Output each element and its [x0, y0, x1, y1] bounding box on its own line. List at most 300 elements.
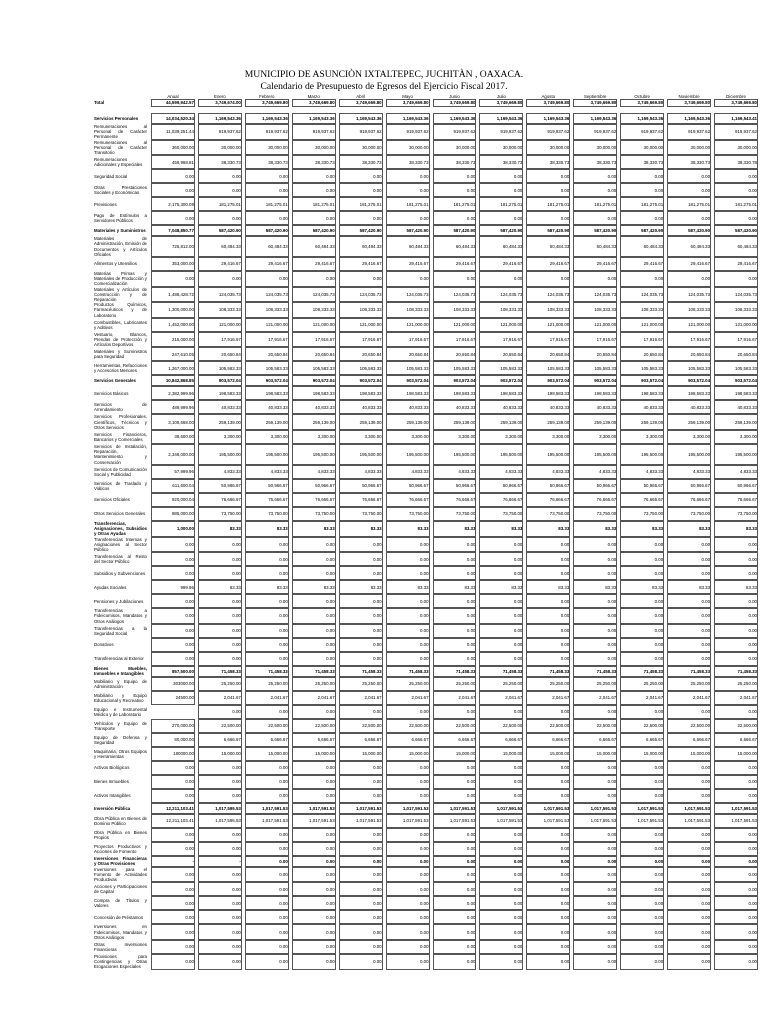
- monthly-amount-cell: 919,937.62: [714, 124, 758, 140]
- monthly-amount-cell: 17,916.67: [433, 332, 477, 348]
- monthly-amount-cell: 1,169,543.36: [386, 113, 430, 124]
- monthly-amount-cell: 15,000.00: [526, 747, 570, 761]
- row-label: Subsidios y Subvenciones: [94, 570, 146, 576]
- monthly-amount-cell: 4,833.33: [620, 465, 664, 479]
- document-title: MUNICIPIO DE ASUNCIÒN IXTALTEPEC, JUCHITÀN , OAXACA.: [244, 69, 524, 80]
- monthly-amount-cell: 1,017,591.53: [339, 803, 383, 814]
- monthly-amount-cell: 3,300.00: [339, 430, 383, 444]
- monthly-amount-cell: 0.00: [292, 608, 336, 624]
- monthly-amount-cell: 4,833.33: [573, 465, 617, 479]
- annual-amount-cell: 10,842,868.85: [151, 375, 195, 386]
- monthly-amount-cell: 2,041.67: [433, 691, 477, 705]
- monthly-amount-cell: 3,300.00: [479, 430, 523, 444]
- monthly-amount-cell: 1,017,591.53: [339, 814, 383, 828]
- monthly-amount-cell: 0.00: [292, 940, 336, 954]
- annual-amount-cell: 459,968.81: [151, 155, 195, 169]
- monthly-amount-cell: 198,583.33: [667, 386, 711, 400]
- annual-amount-cell: 0.00: [151, 761, 195, 775]
- monthly-amount-cell: 0.00: [526, 566, 570, 580]
- monthly-amount-cell: 60,484.33: [433, 236, 477, 257]
- monthly-amount-cell: 3,300.00: [526, 430, 570, 444]
- column-header: Septiembre: [584, 93, 607, 99]
- monthly-amount-cell: 0.00: [620, 882, 664, 896]
- monthly-amount-cell: 83.33: [573, 521, 617, 537]
- monthly-amount-cell: 181,275.01: [620, 197, 664, 211]
- monthly-amount-cell: 0.00: [526, 924, 570, 940]
- monthly-amount-cell: 2,041.67: [198, 691, 242, 705]
- table-row: [94, 775, 758, 789]
- monthly-amount-cell: 25,250.00: [714, 677, 758, 691]
- monthly-amount-cell: 0.00: [245, 842, 289, 856]
- monthly-amount-cell: 0.00: [386, 624, 430, 638]
- monthly-amount-cell: 0.00: [667, 211, 711, 225]
- monthly-amount-cell: 198,583.33: [479, 386, 523, 400]
- monthly-amount-cell: 0.00: [667, 775, 711, 789]
- monthly-amount-cell: 0.00: [433, 552, 477, 566]
- monthly-amount-cell: 0.00: [479, 789, 523, 803]
- monthly-amount-cell: 0.00: [667, 552, 711, 566]
- row-label: Servicios Básicos: [94, 390, 129, 396]
- monthly-amount-cell: 0.00: [573, 896, 617, 910]
- monthly-amount-cell: 0.00: [433, 652, 477, 666]
- monthly-amount-cell: 25,250.00: [433, 677, 477, 691]
- monthly-amount-cell: 40,833.33: [198, 400, 242, 414]
- monthly-amount-cell: 0.00: [386, 566, 430, 580]
- monthly-amount-cell: 587,420.90: [386, 225, 430, 236]
- monthly-amount-cell: 17,916.67: [292, 332, 336, 348]
- monthly-amount-cell: 903,572.04: [245, 375, 289, 386]
- monthly-amount-cell: 0.00: [198, 537, 242, 553]
- monthly-amount-cell: 3,300.00: [620, 430, 664, 444]
- monthly-amount-cell: 60,484.33: [479, 236, 523, 257]
- monthly-amount-cell: 29,416.67: [667, 257, 711, 271]
- monthly-amount-cell: 0.00: [479, 828, 523, 842]
- annual-amount-cell: 857,500.00: [151, 666, 195, 677]
- annual-amount-cell: 24500.00: [151, 691, 195, 705]
- monthly-amount-cell: 83.33: [620, 580, 664, 594]
- monthly-amount-cell: 0.00: [667, 940, 711, 954]
- monthly-amount-cell: 3,749,669.80: [245, 99, 289, 107]
- monthly-amount-cell: 3,749,669.80: [386, 99, 430, 107]
- annual-amount-cell: 2,175,300.09: [151, 197, 195, 211]
- table-row: [94, 761, 758, 775]
- annual-amount-cell: 999.96: [151, 580, 195, 594]
- table-row: [94, 624, 758, 638]
- monthly-amount-cell: 40,833.33: [526, 400, 570, 414]
- monthly-amount-cell: 83.33: [386, 580, 430, 594]
- monthly-amount-cell: 0.00: [620, 789, 664, 803]
- monthly-amount-cell: 17,916.67: [667, 332, 711, 348]
- monthly-amount-cell: 4,833.33: [667, 465, 711, 479]
- annual-amount-cell: 0.00: [151, 652, 195, 666]
- monthly-amount-cell: 121,000.00: [714, 318, 758, 332]
- monthly-amount-cell: 0.00: [714, 775, 758, 789]
- monthly-amount-cell: 0.00: [479, 537, 523, 553]
- column-header: Febrero: [259, 93, 275, 99]
- monthly-amount-cell: 108,333.33: [526, 302, 570, 318]
- monthly-amount-cell: 0.00: [245, 271, 289, 287]
- monthly-amount-cell: 30,000.00: [479, 140, 523, 156]
- monthly-amount-cell: 181,275.01: [245, 197, 289, 211]
- monthly-amount-cell: 0.00: [620, 566, 664, 580]
- monthly-amount-cell: 22,500.00: [667, 719, 711, 733]
- monthly-amount-cell: 2,041.67: [479, 691, 523, 705]
- monthly-amount-cell: 124,035.73: [339, 287, 383, 303]
- monthly-amount-cell: 0.00: [573, 828, 617, 842]
- row-label: Seguridad Social: [94, 173, 128, 179]
- monthly-amount-cell: 83.33: [198, 580, 242, 594]
- monthly-amount-cell: 83.33: [292, 521, 336, 537]
- row-label: Servicios Financieros, Bancarios y Comerciales: [94, 431, 147, 443]
- monthly-amount-cell: 0.00: [292, 910, 336, 924]
- monthly-amount-cell: 83.33: [339, 580, 383, 594]
- monthly-amount-cell: 198,583.33: [245, 386, 289, 400]
- column-header: Abril: [356, 93, 366, 99]
- monthly-amount-cell: 4,833.33: [714, 465, 758, 479]
- monthly-amount-cell: 73,750.00: [620, 507, 664, 521]
- monthly-amount-cell: 0.00: [245, 552, 289, 566]
- monthly-amount-cell: 0.00: [573, 842, 617, 856]
- row-label: Mobiliario y Equipo Educacional y Recreativo: [94, 692, 147, 703]
- monthly-amount-cell: 0.00: [573, 924, 617, 940]
- table-row: [94, 271, 758, 287]
- monthly-amount-cell: 2,041.67: [292, 691, 336, 705]
- monthly-amount-cell: 587,420.90: [526, 225, 570, 236]
- monthly-amount-cell: 3,300.00: [667, 430, 711, 444]
- monthly-amount-cell: 903,572.04: [667, 375, 711, 386]
- monthly-amount-cell: 0.00: [620, 856, 664, 867]
- monthly-amount-cell: 0.00: [339, 842, 383, 856]
- row-label: Inversiones Financieras y Otras Provisiones: [94, 856, 147, 867]
- monthly-amount-cell: 181,275.01: [292, 197, 336, 211]
- monthly-amount-cell: 40,833.33: [433, 400, 477, 414]
- monthly-amount-cell: 0.00: [245, 954, 289, 970]
- monthly-amount-cell: 0.00: [620, 638, 664, 652]
- monthly-amount-cell: 0.00: [667, 638, 711, 652]
- monthly-amount-cell: 124,035.73: [479, 287, 523, 303]
- monthly-amount-cell: 198,583.33: [339, 386, 383, 400]
- row-label: Remuneraciones al Personal de Carácter Permanente: [94, 124, 147, 140]
- row-label: Servicios de Comunicación Social y Publicidad: [94, 466, 147, 477]
- monthly-amount-cell: 0.00: [526, 183, 570, 197]
- monthly-amount-cell: 0.00: [433, 537, 477, 553]
- table-row: [94, 842, 758, 856]
- monthly-amount-cell: 40,833.33: [667, 400, 711, 414]
- monthly-amount-cell: 30,000.00: [526, 140, 570, 156]
- annual-amount-cell: 920,000.04: [151, 493, 195, 507]
- monthly-amount-cell: 22,500.00: [714, 719, 758, 733]
- monthly-amount-cell: 0.00: [526, 910, 570, 924]
- monthly-amount-cell: 15,000.00: [386, 747, 430, 761]
- monthly-amount-cell: 76,666.67: [620, 493, 664, 507]
- monthly-amount-cell: 0.00: [526, 882, 570, 896]
- annual-amount-cell: 14,034,520.34: [151, 113, 195, 124]
- monthly-amount-cell: 0.00: [620, 624, 664, 638]
- table-row: [94, 414, 758, 430]
- monthly-amount-cell: 0.00: [620, 924, 664, 940]
- monthly-amount-cell: 1,017,591.53: [479, 814, 523, 828]
- annual-amount-cell: 12,211,103.41: [151, 814, 195, 828]
- table-row: [94, 347, 758, 361]
- monthly-amount-cell: 0.00: [339, 608, 383, 624]
- monthly-amount-cell: 0.00: [479, 271, 523, 287]
- monthly-amount-cell: 0.00: [433, 867, 477, 883]
- monthly-amount-cell: 0.00: [339, 169, 383, 183]
- monthly-amount-cell: 50,966.67: [526, 479, 570, 493]
- monthly-amount-cell: 0.00: [339, 761, 383, 775]
- monthly-amount-cell: 0.00: [573, 705, 617, 719]
- monthly-amount-cell: 22,500.00: [620, 719, 664, 733]
- monthly-amount-cell: 121,000.00: [339, 318, 383, 332]
- monthly-amount-cell: 25,250.00: [573, 677, 617, 691]
- monthly-amount-cell: 121,000.00: [386, 318, 430, 332]
- monthly-amount-cell: 0.00: [667, 828, 711, 842]
- monthly-amount-cell: 83.33: [245, 521, 289, 537]
- monthly-amount-cell: 0.00: [667, 910, 711, 924]
- table-row: [94, 318, 758, 332]
- monthly-amount-cell: 0.00: [292, 924, 336, 940]
- table-row: [94, 882, 758, 896]
- monthly-amount-cell: 0.00: [479, 624, 523, 638]
- document-subtitle: Calendario de Presupuesto de Egresos del Ejercicio Fiscal 2017.: [260, 80, 508, 92]
- annual-amount-cell: 1,488,428.72: [151, 287, 195, 303]
- monthly-amount-cell: 15,000.00: [198, 747, 242, 761]
- monthly-amount-cell: 40,833.33: [292, 400, 336, 414]
- monthly-amount-cell: 181,275.01: [479, 197, 523, 211]
- table-row: [94, 465, 758, 479]
- monthly-amount-cell: 83.33: [667, 580, 711, 594]
- monthly-amount-cell: 60,484.33: [198, 236, 242, 257]
- monthly-amount-cell: 0.00: [245, 910, 289, 924]
- monthly-amount-cell: 0.00: [292, 828, 336, 842]
- monthly-amount-cell: 76,666.67: [292, 493, 336, 507]
- monthly-amount-cell: 20,650.84: [714, 347, 758, 361]
- monthly-amount-cell: 83.33: [339, 521, 383, 537]
- monthly-amount-cell: 38,330.73: [339, 155, 383, 169]
- monthly-amount-cell: 919,937.62: [198, 124, 242, 140]
- monthly-amount-cell: 124,035.73: [620, 287, 664, 303]
- monthly-amount-cell: 0.00: [714, 211, 758, 225]
- monthly-amount-cell: 0.00: [339, 652, 383, 666]
- monthly-amount-cell: 29,416.67: [292, 257, 336, 271]
- annual-amount-cell: 2,382,999.96: [151, 386, 195, 400]
- monthly-amount-cell: 105,583.33: [573, 361, 617, 375]
- annual-amount-cell: 885,000.00: [151, 507, 195, 521]
- monthly-amount-cell: 0.00: [573, 882, 617, 896]
- monthly-amount-cell: 259,139.00: [292, 414, 336, 430]
- monthly-amount-cell: 1,017,595.53: [198, 803, 242, 814]
- annual-amount-cell: 1,000.00: [151, 521, 195, 537]
- monthly-amount-cell: 181,275.01: [714, 197, 758, 211]
- monthly-amount-cell: 0.00: [714, 828, 758, 842]
- monthly-amount-cell: 0.00: [620, 271, 664, 287]
- monthly-amount-cell: 587,420.90: [292, 225, 336, 236]
- monthly-amount-cell: 0.00: [292, 882, 336, 896]
- monthly-amount-cell: 50,966.67: [386, 479, 430, 493]
- table-row: [94, 896, 758, 910]
- monthly-amount-cell: 0.00: [339, 954, 383, 970]
- table-row: [94, 444, 758, 465]
- monthly-amount-cell: 0.00: [292, 789, 336, 803]
- monthly-amount-cell: 0.00: [245, 828, 289, 842]
- monthly-amount-cell: 0.00: [479, 940, 523, 954]
- monthly-amount-cell: 17,916.67: [245, 332, 289, 348]
- monthly-amount-cell: 0.00: [573, 652, 617, 666]
- monthly-amount-cell: 0.00: [198, 761, 242, 775]
- monthly-amount-cell: 0.00: [339, 552, 383, 566]
- monthly-amount-cell: 0.00: [526, 594, 570, 608]
- monthly-amount-cell: 0.00: [386, 211, 430, 225]
- monthly-amount-cell: 0.00: [198, 652, 242, 666]
- monthly-amount-cell: 0.00: [433, 183, 477, 197]
- monthly-amount-cell: 1,017,591.53: [573, 803, 617, 814]
- monthly-amount-cell: 105,583.33: [245, 361, 289, 375]
- monthly-amount-cell: 0.00: [292, 537, 336, 553]
- monthly-amount-cell: 6,666.67: [526, 733, 570, 747]
- table-row: [94, 705, 758, 719]
- monthly-amount-cell: 15,000.00: [433, 747, 477, 761]
- monthly-amount-cell: 1,017,591.53: [386, 814, 430, 828]
- row-label: Servicios Profesionales, Científicos, Técnicos y Otros Servicios: [94, 414, 147, 430]
- monthly-amount-cell: 0.00: [573, 211, 617, 225]
- annual-amount-cell: 0.00: [151, 910, 195, 924]
- monthly-amount-cell: 0.00: [573, 856, 617, 867]
- monthly-amount-cell: 0.00: [433, 271, 477, 287]
- monthly-amount-cell: 903,572.04: [198, 375, 242, 386]
- monthly-amount-cell: 587,420.90: [433, 225, 477, 236]
- monthly-amount-cell: 6,666.67: [245, 733, 289, 747]
- monthly-amount-cell: 22,500.00: [198, 719, 242, 733]
- monthly-amount-cell: 30,000.00: [620, 140, 664, 156]
- monthly-amount-cell: 0.00: [479, 856, 523, 867]
- monthly-amount-cell: 195,500.00: [433, 444, 477, 465]
- monthly-amount-cell: 1,017,591.53: [714, 814, 758, 828]
- category-row: [94, 225, 758, 236]
- monthly-amount-cell: 20,650.84: [433, 347, 477, 361]
- row-label: Activos Intangibles: [94, 793, 131, 799]
- monthly-amount-cell: 71,458.33: [667, 666, 711, 677]
- monthly-amount-cell: 1,017,591.53: [620, 803, 664, 814]
- monthly-amount-cell: 124,035.73: [198, 287, 242, 303]
- monthly-amount-cell: 0.00: [339, 705, 383, 719]
- monthly-amount-cell: 40,833.33: [245, 400, 289, 414]
- monthly-amount-cell: 1,017,591.53: [667, 814, 711, 828]
- monthly-amount-cell: 0.00: [714, 638, 758, 652]
- row-label: Donativos: [94, 642, 114, 648]
- monthly-amount-cell: 71,458.33: [433, 666, 477, 677]
- monthly-amount-cell: 83.33: [479, 580, 523, 594]
- monthly-amount-cell: 124,035.73: [714, 287, 758, 303]
- monthly-amount-cell: 50,966.67: [573, 479, 617, 493]
- monthly-amount-cell: 38,330.78: [714, 155, 758, 169]
- monthly-amount-cell: 20,650.84: [526, 347, 570, 361]
- monthly-amount-cell: 71,458.33: [620, 666, 664, 677]
- annual-amount-cell: 0.00: [151, 624, 195, 638]
- monthly-amount-cell: 0.00: [245, 882, 289, 896]
- monthly-amount-cell: 20,650.84: [620, 347, 664, 361]
- monthly-amount-cell: 2,041.67: [620, 691, 664, 705]
- monthly-amount-cell: 0.00: [198, 566, 242, 580]
- monthly-amount-cell: 0.00: [386, 608, 430, 624]
- row-label: Otras Inversiones Financieras: [94, 941, 147, 952]
- monthly-amount-cell: 587,420.90: [198, 225, 242, 236]
- monthly-amount-cell: 20,650.84: [292, 347, 336, 361]
- monthly-amount-cell: 71,458.33: [386, 666, 430, 677]
- category-row: [94, 521, 758, 537]
- monthly-amount-cell: 181,275.01: [667, 197, 711, 211]
- column-header: Julio: [496, 93, 506, 99]
- monthly-amount-cell: 0.00: [198, 169, 242, 183]
- monthly-amount-cell: 0.00: [620, 828, 664, 842]
- monthly-amount-cell: 198,583.33: [292, 386, 336, 400]
- table-row: [94, 566, 758, 580]
- table-row: [94, 507, 758, 521]
- monthly-amount-cell: 20,650.84: [479, 347, 523, 361]
- table-row: [94, 493, 758, 507]
- monthly-amount-cell: 1,017,595.53: [198, 814, 242, 828]
- monthly-amount-cell: 50,966.67: [245, 479, 289, 493]
- monthly-amount-cell: 0.00: [479, 867, 523, 883]
- monthly-amount-cell: 22,500.00: [292, 719, 336, 733]
- document-header: [0, 69, 768, 92]
- row-label: Proyectos Productivos y Acciones de Fomento: [94, 843, 147, 854]
- monthly-amount-cell: 0.00: [292, 954, 336, 970]
- monthly-amount-cell: 0.00: [714, 271, 758, 287]
- column-header: Noviembre: [678, 93, 700, 99]
- monthly-amount-cell: 919,937.62: [526, 124, 570, 140]
- monthly-amount-cell: 3,300.00: [386, 430, 430, 444]
- monthly-amount-cell: 1,017,591.53: [620, 814, 664, 828]
- annual-amount-cell: 725,812.00: [151, 236, 195, 257]
- monthly-amount-cell: 108,333.33: [292, 302, 336, 318]
- monthly-amount-cell: 0.00: [198, 842, 242, 856]
- monthly-amount-cell: 0.00: [526, 856, 570, 867]
- monthly-amount-cell: 29,416.67: [433, 257, 477, 271]
- monthly-amount-cell: 0.00: [386, 867, 430, 883]
- monthly-amount-cell: 0.00: [479, 910, 523, 924]
- monthly-amount-cell: 0.00: [573, 910, 617, 924]
- monthly-amount-cell: 0.00: [433, 842, 477, 856]
- monthly-amount-cell: 195,500.00: [667, 444, 711, 465]
- row-label: Activos Biológicos: [94, 765, 130, 771]
- monthly-amount-cell: 38,330.73: [245, 155, 289, 169]
- row-label: Maquinaria, Otros Equipos y Herramientas: [94, 748, 147, 759]
- annual-amount-cell: 0.00: [151, 638, 195, 652]
- table-row: [94, 594, 758, 608]
- monthly-amount-cell: 0.00: [667, 896, 711, 910]
- monthly-amount-cell: 0.00: [433, 924, 477, 940]
- monthly-amount-cell: 73,750.00: [245, 507, 289, 521]
- monthly-amount-cell: 0.00: [620, 183, 664, 197]
- monthly-amount-cell: 0.00: [245, 775, 289, 789]
- monthly-amount-cell: 3,300.00: [198, 430, 242, 444]
- column-header: Agosto: [541, 93, 556, 99]
- row-label: Materiales y Suministros: [94, 228, 146, 234]
- monthly-amount-cell: 1,017,591.53: [245, 814, 289, 828]
- monthly-amount-cell: 38,330.73: [433, 155, 477, 169]
- monthly-amount-cell: 0.00: [714, 867, 758, 883]
- monthly-amount-cell: 25,250.00: [292, 677, 336, 691]
- monthly-amount-cell: 0.00: [620, 537, 664, 553]
- monthly-amount-cell: 0.00: [198, 910, 242, 924]
- monthly-amount-cell: 0.00: [198, 183, 242, 197]
- monthly-amount-cell: 0.00: [245, 896, 289, 910]
- monthly-amount-cell: 0.00: [245, 211, 289, 225]
- monthly-amount-cell: 1,169,543.36: [292, 113, 336, 124]
- monthly-amount-cell: 587,420.90: [620, 225, 664, 236]
- monthly-amount-cell: 0.00: [198, 211, 242, 225]
- monthly-amount-cell: 0.00: [620, 867, 664, 883]
